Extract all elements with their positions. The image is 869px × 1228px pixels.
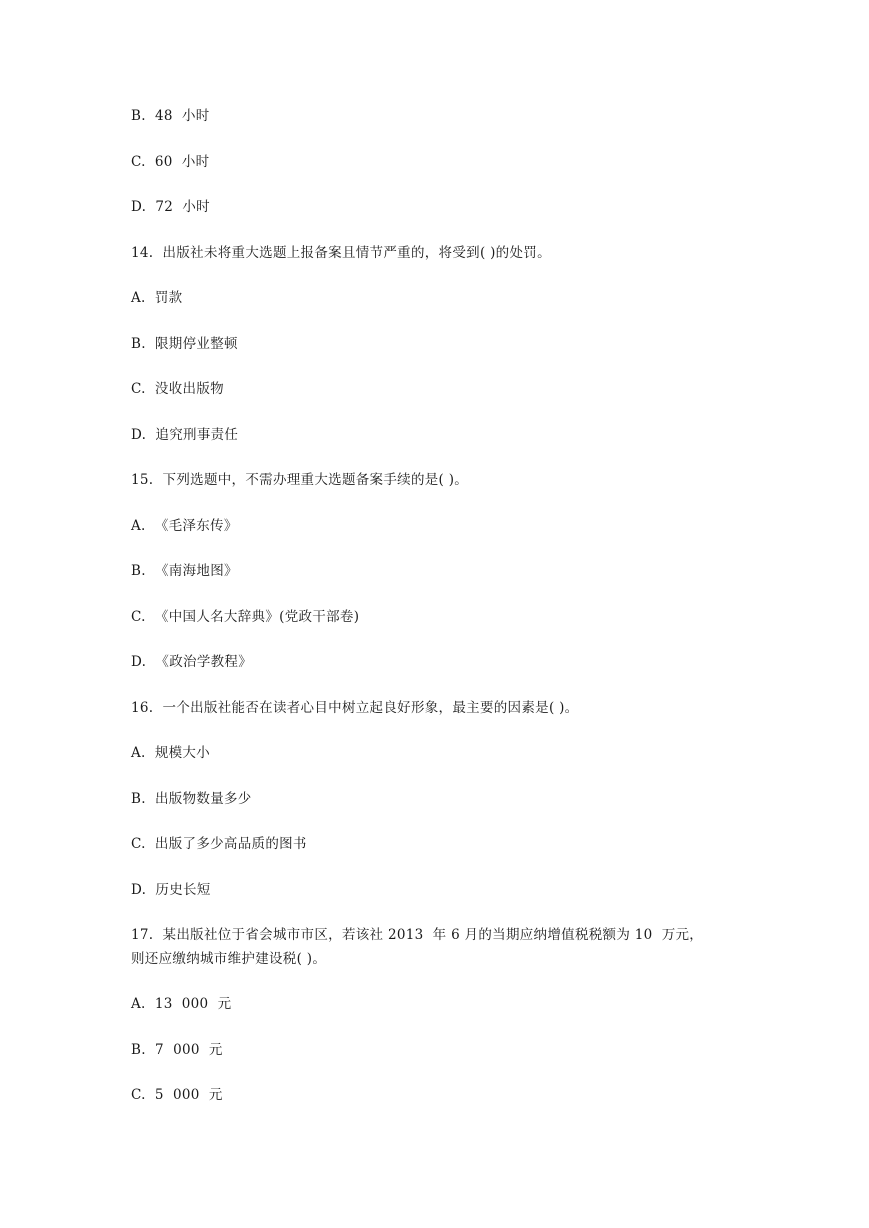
question-15: 15. 下列选题中，不需办理重大选题备案手续的是( )。	[131, 472, 469, 488]
option-15-c: C. 《中国人名大辞典》(党政干部卷)	[131, 609, 360, 625]
question-14: 14. 出版社未将重大选题上报备案且情节严重的，将受到( )的处罚。	[131, 245, 551, 261]
question-17: 17. 某出版社位于省会城市市区，若该社 2013 年 6 月的当期应纳增值税税额为 10 万元，	[131, 927, 704, 943]
option-16-c: C. 出版了多少高品质的图书	[131, 836, 307, 852]
option-14-a: A. 罚款	[131, 290, 183, 306]
option-15-b: B. 《南海地图》	[131, 563, 238, 579]
option-15-a: A. 《毛泽东传》	[131, 518, 238, 534]
option-13-b: B. 48 小时	[131, 108, 210, 124]
option-14-b: B. 限期停业整顿	[131, 336, 238, 352]
option-16-d: D. 历史长短	[131, 882, 211, 898]
option-16-b: B. 出版物数量多少	[131, 791, 252, 807]
option-17-b: B. 7 000 元	[131, 1042, 223, 1058]
option-14-d: D. 追究刑事责任	[131, 427, 239, 443]
option-14-c: C. 没收出版物	[131, 381, 224, 397]
option-17-a: A. 13 000 元	[131, 996, 232, 1012]
question-17-cont: 则还应缴纳城市维护建设税( )。	[131, 951, 327, 967]
option-15-d: D. 《政治学教程》	[131, 654, 253, 670]
option-13-d: D. 72 小时	[131, 199, 210, 215]
option-13-c: C. 60 小时	[131, 154, 210, 170]
option-16-a: A. 规模大小	[131, 745, 211, 761]
question-16: 16. 一个出版社能否在读者心目中树立起良好形象，最主要的因素是( )。	[131, 700, 579, 716]
option-17-c: C. 5 000 元	[131, 1087, 223, 1103]
